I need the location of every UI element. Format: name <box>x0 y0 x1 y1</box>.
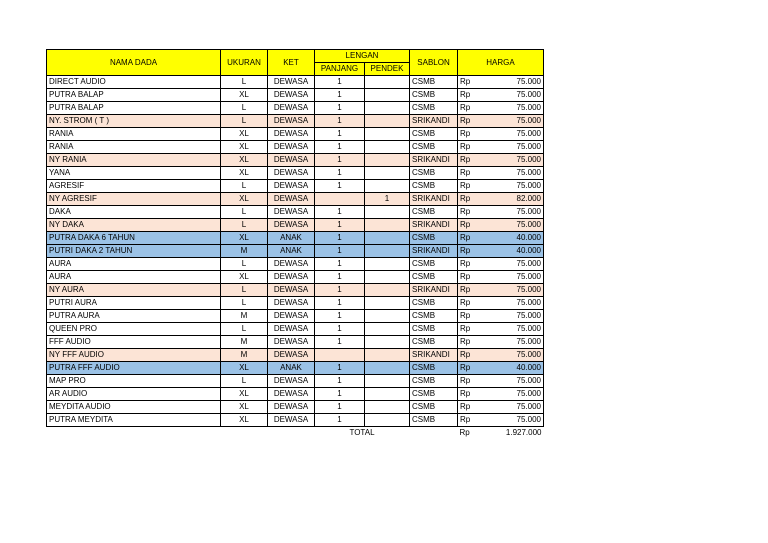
cell-harga: 75.000 <box>490 284 544 297</box>
cell-pendek <box>365 154 410 167</box>
cell-harga: 75.000 <box>490 349 544 362</box>
cell-pendek: 1 <box>365 193 410 206</box>
cell-harga: 75.000 <box>490 128 544 141</box>
cell-harga: 75.000 <box>490 271 544 284</box>
cell-pendek <box>365 206 410 219</box>
cell-ket: DEWASA <box>268 258 315 271</box>
cell-pendek <box>365 102 410 115</box>
cell-sablon: SRIKANDI <box>410 154 458 167</box>
cell-nama-dada: NY. STROM ( T ) <box>47 115 221 128</box>
cell-harga: 75.000 <box>490 258 544 271</box>
cell-sablon: CSMB <box>410 180 458 193</box>
cell-currency: Rp <box>458 245 490 258</box>
cell-ukuran: L <box>221 76 268 89</box>
table-row <box>47 232 544 245</box>
cell-ukuran: M <box>221 310 268 323</box>
cell-pendek <box>365 167 410 180</box>
order-table <box>46 49 544 439</box>
cell-ukuran: L <box>221 323 268 336</box>
cell-sablon: CSMB <box>410 258 458 271</box>
cell-ukuran: M <box>221 245 268 258</box>
cell-ukuran: M <box>221 349 268 362</box>
cell-nama-dada: NY AGRESIF <box>47 193 221 206</box>
cell-ukuran: L <box>221 258 268 271</box>
cell-harga: 75.000 <box>490 115 544 128</box>
cell-sablon: CSMB <box>410 141 458 154</box>
table-row <box>47 310 544 323</box>
cell-sablon: SRIKANDI <box>410 115 458 128</box>
cell-currency: Rp <box>458 193 490 206</box>
cell-nama-dada: PUTRA BALAP <box>47 89 221 102</box>
cell-harga: 40.000 <box>490 232 544 245</box>
cell-currency: Rp <box>458 206 490 219</box>
cell-pendek <box>365 362 410 375</box>
cell-nama-dada: AURA <box>47 271 221 284</box>
cell-sablon: SRIKANDI <box>410 284 458 297</box>
cell-pendek <box>365 271 410 284</box>
cell-currency: Rp <box>458 232 490 245</box>
cell-panjang: 1 <box>315 245 365 258</box>
cell-panjang: 1 <box>315 76 365 89</box>
cell-ket: DEWASA <box>268 89 315 102</box>
header-ket: KET <box>268 50 315 76</box>
cell-nama-dada: FFF AUDIO <box>47 336 221 349</box>
cell-sablon: CSMB <box>410 271 458 284</box>
cell-nama-dada: NY RANIA <box>47 154 221 167</box>
cell-ukuran: XL <box>221 141 268 154</box>
cell-currency: Rp <box>458 89 490 102</box>
cell-panjang: 1 <box>315 141 365 154</box>
cell-harga: 75.000 <box>490 219 544 232</box>
cell-ukuran: XL <box>221 167 268 180</box>
cell-pendek <box>365 89 410 102</box>
cell-nama-dada: AURA <box>47 258 221 271</box>
cell-ukuran: XL <box>221 193 268 206</box>
cell-sablon: CSMB <box>410 232 458 245</box>
cell-sablon: CSMB <box>410 388 458 401</box>
total-currency: Rp <box>459 428 470 437</box>
cell-harga: 75.000 <box>490 297 544 310</box>
cell-sablon: CSMB <box>410 401 458 414</box>
cell-ukuran: XL <box>221 388 268 401</box>
cell-ukuran: L <box>221 115 268 128</box>
table-row <box>47 284 544 297</box>
header-panjang: PANJANG <box>315 63 365 76</box>
cell-ket: DEWASA <box>268 271 315 284</box>
cell-nama-dada: DAKA <box>47 206 221 219</box>
cell-sablon: CSMB <box>410 297 458 310</box>
cell-currency: Rp <box>458 102 490 115</box>
cell-harga: 75.000 <box>490 102 544 115</box>
cell-currency: Rp <box>458 297 490 310</box>
cell-ukuran: L <box>221 206 268 219</box>
cell-currency: Rp <box>458 336 490 349</box>
table-body <box>47 76 544 427</box>
cell-ket: ANAK <box>268 362 315 375</box>
cell-ukuran: XL <box>221 271 268 284</box>
cell-panjang: 1 <box>315 258 365 271</box>
cell-ket: DEWASA <box>268 76 315 89</box>
cell-ukuran: L <box>221 284 268 297</box>
cell-harga: 75.000 <box>490 414 544 427</box>
header-nama-dada: NAMA DADA <box>47 50 221 76</box>
cell-nama-dada: AGRESIF <box>47 180 221 193</box>
cell-nama-dada: PUTRA MEYDITA <box>47 414 221 427</box>
cell-ket: DEWASA <box>268 167 315 180</box>
cell-sablon: CSMB <box>410 128 458 141</box>
cell-harga: 75.000 <box>490 206 544 219</box>
table-row <box>47 167 544 180</box>
cell-nama-dada: NY DAKA <box>47 219 221 232</box>
cell-currency: Rp <box>458 154 490 167</box>
cell-pendek <box>365 310 410 323</box>
header-harga: HARGA <box>458 50 544 76</box>
cell-harga: 75.000 <box>490 141 544 154</box>
cell-ukuran: L <box>221 180 268 193</box>
cell-ket: DEWASA <box>268 141 315 154</box>
table-row <box>47 141 544 154</box>
cell-ket: DEWASA <box>268 193 315 206</box>
table-row <box>47 271 544 284</box>
cell-currency: Rp <box>458 271 490 284</box>
cell-nama-dada: PUTRI DAKA 2 TAHUN <box>47 245 221 258</box>
cell-panjang: 1 <box>315 323 365 336</box>
table-row <box>47 362 544 375</box>
cell-sablon: CSMB <box>410 310 458 323</box>
cell-pendek <box>365 323 410 336</box>
table-row <box>47 102 544 115</box>
cell-panjang: 1 <box>315 102 365 115</box>
cell-nama-dada: MAP PRO <box>47 375 221 388</box>
cell-ukuran: L <box>221 102 268 115</box>
cell-panjang: 1 <box>315 232 365 245</box>
cell-ket: DEWASA <box>268 297 315 310</box>
cell-ket: DEWASA <box>268 206 315 219</box>
cell-panjang: 1 <box>315 310 365 323</box>
cell-harga: 75.000 <box>490 401 544 414</box>
cell-panjang: 1 <box>315 388 365 401</box>
cell-ket: DEWASA <box>268 102 315 115</box>
table-row <box>47 258 544 271</box>
cell-pendek <box>365 258 410 271</box>
cell-ket: DEWASA <box>268 323 315 336</box>
cell-harga: 75.000 <box>490 76 544 89</box>
cell-pendek <box>365 388 410 401</box>
cell-ukuran: XL <box>221 128 268 141</box>
cell-currency: Rp <box>458 141 490 154</box>
cell-ket: DEWASA <box>268 388 315 401</box>
cell-harga: 75.000 <box>490 388 544 401</box>
table-row <box>47 245 544 258</box>
cell-nama-dada: PUTRA BALAP <box>47 102 221 115</box>
cell-panjang: 1 <box>315 115 365 128</box>
cell-currency: Rp <box>458 310 490 323</box>
cell-ket: DEWASA <box>268 414 315 427</box>
cell-panjang: 1 <box>315 167 365 180</box>
cell-sablon: CSMB <box>410 336 458 349</box>
cell-harga: 75.000 <box>490 323 544 336</box>
cell-pendek <box>365 336 410 349</box>
cell-ukuran: XL <box>221 401 268 414</box>
cell-ket: DEWASA <box>268 154 315 167</box>
cell-ket: DEWASA <box>268 128 315 141</box>
cell-nama-dada: PUTRI AURA <box>47 297 221 310</box>
cell-ukuran: XL <box>221 154 268 167</box>
cell-panjang: 1 <box>315 271 365 284</box>
cell-sablon: CSMB <box>410 414 458 427</box>
cell-sablon: CSMB <box>410 167 458 180</box>
cell-ukuran: L <box>221 297 268 310</box>
table-row <box>47 89 544 102</box>
cell-harga: 75.000 <box>490 180 544 193</box>
table-row <box>47 297 544 310</box>
table-row <box>47 193 544 206</box>
cell-ket: DEWASA <box>268 336 315 349</box>
cell-ket: DEWASA <box>268 349 315 362</box>
table-row <box>47 349 544 362</box>
cell-pendek <box>365 128 410 141</box>
header-pendek: PENDEK <box>365 63 410 76</box>
cell-harga: 75.000 <box>490 375 544 388</box>
header-sablon: SABLON <box>410 50 458 76</box>
cell-sablon: SRIKANDI <box>410 219 458 232</box>
cell-nama-dada: YANA <box>47 167 221 180</box>
cell-panjang: 1 <box>315 284 365 297</box>
cell-currency: Rp <box>458 414 490 427</box>
cell-currency: Rp <box>458 349 490 362</box>
table-row <box>47 180 544 193</box>
cell-sablon: CSMB <box>410 206 458 219</box>
cell-panjang: 1 <box>315 336 365 349</box>
cell-ukuran: XL <box>221 232 268 245</box>
cell-pendek <box>365 349 410 362</box>
cell-nama-dada: PUTRA FFF AUDIO <box>47 362 221 375</box>
cell-currency: Rp <box>458 76 490 89</box>
cell-ukuran: XL <box>221 362 268 375</box>
cell-ukuran: XL <box>221 89 268 102</box>
cell-ket: DEWASA <box>268 180 315 193</box>
cell-currency: Rp <box>458 362 490 375</box>
table-row <box>47 375 544 388</box>
cell-panjang: 1 <box>315 297 365 310</box>
cell-ket: ANAK <box>268 245 315 258</box>
cell-panjang: 1 <box>315 219 365 232</box>
cell-sablon: CSMB <box>410 375 458 388</box>
cell-panjang: 1 <box>315 128 365 141</box>
cell-nama-dada: MEYDITA AUDIO <box>47 401 221 414</box>
table-row <box>47 115 544 128</box>
cell-panjang: 1 <box>315 89 365 102</box>
cell-currency: Rp <box>458 375 490 388</box>
table-row <box>47 76 544 89</box>
cell-sablon: CSMB <box>410 323 458 336</box>
cell-currency: Rp <box>458 167 490 180</box>
cell-ket: DEWASA <box>268 375 315 388</box>
table-row <box>47 206 544 219</box>
cell-panjang <box>315 193 365 206</box>
cell-harga: 75.000 <box>490 167 544 180</box>
table-row <box>47 323 544 336</box>
cell-pendek <box>365 219 410 232</box>
total-amount: 1.927.000 <box>505 428 542 437</box>
cell-harga: 40.000 <box>490 362 544 375</box>
cell-currency: Rp <box>458 258 490 271</box>
header-lengan: LENGAN <box>315 50 410 63</box>
cell-panjang: 1 <box>315 206 365 219</box>
cell-harga: 82.000 <box>490 193 544 206</box>
cell-nama-dada: QUEEN PRO <box>47 323 221 336</box>
cell-pendek <box>365 401 410 414</box>
cell-ket: ANAK <box>268 232 315 245</box>
cell-currency: Rp <box>458 115 490 128</box>
table-row <box>47 401 544 414</box>
cell-panjang: 1 <box>315 154 365 167</box>
cell-nama-dada: NY AURA <box>47 284 221 297</box>
cell-currency: Rp <box>458 323 490 336</box>
cell-pendek <box>365 375 410 388</box>
cell-nama-dada: DIRECT AUDIO <box>47 76 221 89</box>
cell-harga: 40.000 <box>490 245 544 258</box>
cell-ukuran: XL <box>221 414 268 427</box>
header-ukuran: UKURAN <box>221 50 268 76</box>
cell-sablon: SRIKANDI <box>410 245 458 258</box>
cell-ukuran: L <box>221 375 268 388</box>
cell-ket: DEWASA <box>268 401 315 414</box>
cell-nama-dada: PUTRA AURA <box>47 310 221 323</box>
cell-currency: Rp <box>458 180 490 193</box>
cell-sablon: CSMB <box>410 102 458 115</box>
cell-harga: 75.000 <box>490 310 544 323</box>
total-row <box>47 427 544 440</box>
cell-sablon: CSMB <box>410 89 458 102</box>
table-row <box>47 388 544 401</box>
cell-harga: 75.000 <box>490 336 544 349</box>
cell-harga: 75.000 <box>490 154 544 167</box>
cell-ukuran: L <box>221 219 268 232</box>
table-row <box>47 154 544 167</box>
cell-currency: Rp <box>458 128 490 141</box>
cell-pendek <box>365 245 410 258</box>
cell-ket: DEWASA <box>268 219 315 232</box>
cell-pendek <box>365 284 410 297</box>
cell-currency: Rp <box>458 401 490 414</box>
cell-panjang: 1 <box>315 180 365 193</box>
cell-sablon: SRIKANDI <box>410 349 458 362</box>
cell-pendek <box>365 180 410 193</box>
cell-panjang: 1 <box>315 414 365 427</box>
cell-harga: 75.000 <box>490 89 544 102</box>
cell-currency: Rp <box>458 388 490 401</box>
cell-ket: DEWASA <box>268 310 315 323</box>
cell-panjang: 1 <box>315 362 365 375</box>
table-row <box>47 414 544 427</box>
cell-nama-dada: RANIA <box>47 128 221 141</box>
cell-panjang <box>315 349 365 362</box>
cell-ket: DEWASA <box>268 115 315 128</box>
cell-panjang: 1 <box>315 401 365 414</box>
cell-nama-dada: PUTRA DAKA 6 TAHUN <box>47 232 221 245</box>
cell-nama-dada: RANIA <box>47 141 221 154</box>
cell-sablon: CSMB <box>410 76 458 89</box>
cell-pendek <box>365 297 410 310</box>
cell-sablon: SRIKANDI <box>410 193 458 206</box>
cell-nama-dada: AR AUDIO <box>47 388 221 401</box>
cell-panjang: 1 <box>315 375 365 388</box>
cell-pendek <box>365 232 410 245</box>
total-label: TOTAL <box>349 428 375 437</box>
table-row <box>47 219 544 232</box>
cell-nama-dada: NY FFF AUDIO <box>47 349 221 362</box>
cell-currency: Rp <box>458 219 490 232</box>
cell-ukuran: M <box>221 336 268 349</box>
cell-pendek <box>365 115 410 128</box>
cell-pendek <box>365 414 410 427</box>
table-row <box>47 336 544 349</box>
cell-ket: DEWASA <box>268 284 315 297</box>
cell-pendek <box>365 76 410 89</box>
cell-sablon: CSMB <box>410 362 458 375</box>
table-row <box>47 128 544 141</box>
cell-currency: Rp <box>458 284 490 297</box>
cell-pendek <box>365 141 410 154</box>
